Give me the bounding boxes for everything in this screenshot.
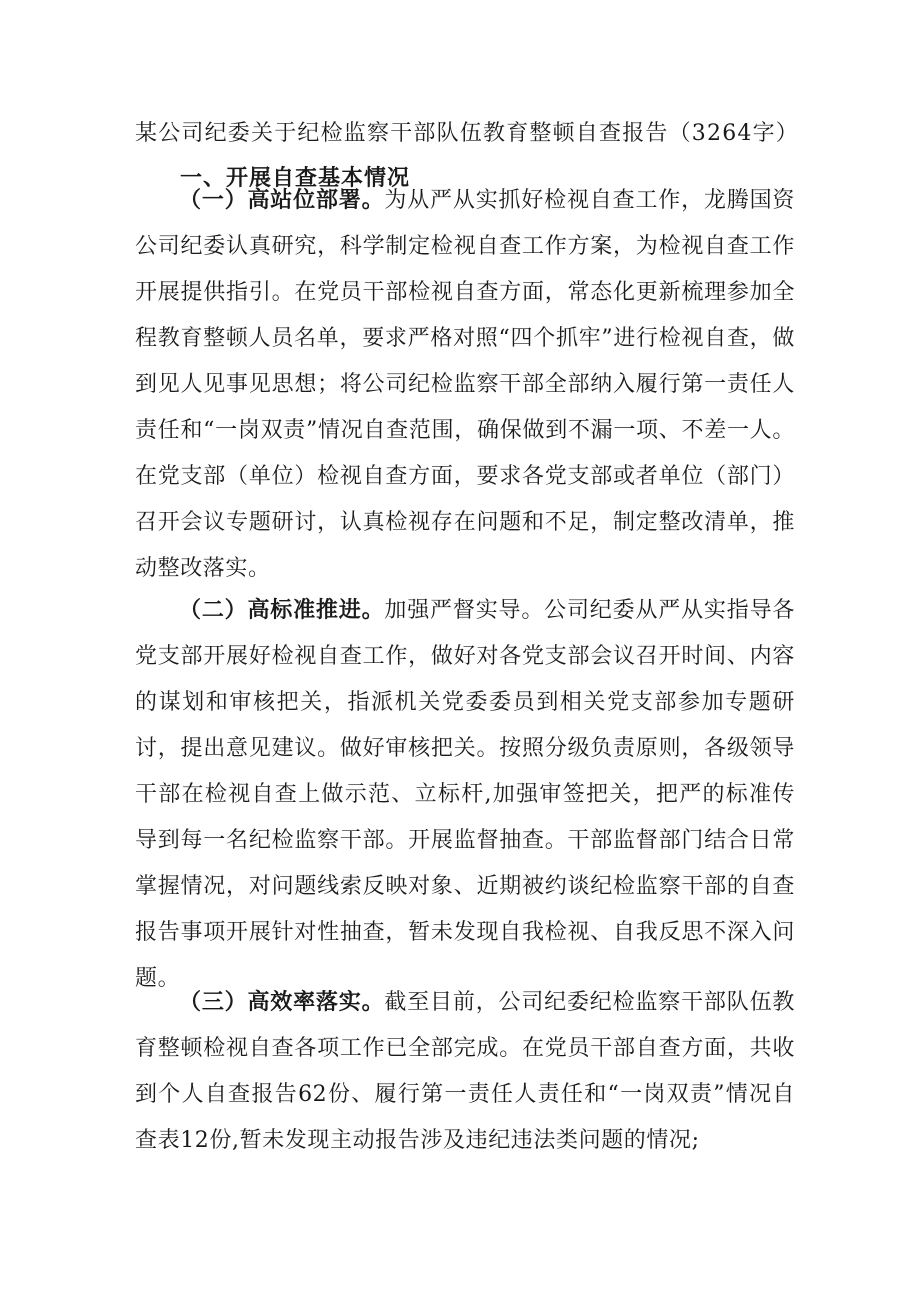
paragraph-lead: （一）高站位部署。	[179, 187, 385, 213]
paragraph-lead: （二）高标准推进。	[179, 597, 385, 623]
paragraph-deployment	[135, 177, 795, 592]
paragraph-body: 为从严从实抓好检视自查工作，龙腾国资公司纪委认真研究，科学制定检视自查工作方案，为检视自查工作开展提供指引。在党员干部检视自查方面，常态化更新梳理参加全程教育整顿人员名单，要求严格对照“四个抓牢”进行检视自查，做到见人见事见思想；将公司纪检监察干部全部纳入履行第一责任人责任和“一岗双责”情况自查范围，确保做到不漏一项、不差一人。在党支部（单位）检视自查方面，要求各党支部或者单位（部门）召开会议专题研讨，认真检视存在问题和不足，制定整改清单，推动整改落实。	[135, 188, 795, 581]
paragraph-implementation	[135, 979, 795, 1164]
paragraph-lead: （三）高效率落实。	[179, 989, 385, 1015]
paragraph-body: 加强严督实导。公司纪委从严从实指导各党支部开展好检视自查工作，做好对各党支部会议召开时间、内容的谋划和审核把关，指派机关党委委员到相关党支部参加专题研讨，提出意见建议。做好审核把关。按照分级负责原则，各级领导干部在检视自查上做示范、立标杆,加强审签把关，把严的标准传导到每一名纪检监察干部。开展监督抽查。干部监督部门结合日常掌握情况，对问题线索反映对象、近期被约谈纪检监察干部的自查报告事项开展针对性抽查，暂未发现自我检视、自我反思不深入问题。	[135, 598, 795, 991]
document-title: 某公司纪委关于纪检监察干部队伍教育整顿自查报告（3264字）	[135, 121, 799, 146]
section-heading: 一、开展自查基本情况	[180, 165, 411, 191]
paragraph-advancement	[135, 587, 795, 1002]
paragraph-body: 截至目前，公司纪委纪检监察干部队伍教育整顿检视自查各项工作已全部完成。在党员干部自查方面，共收到个人自查报告62份、履行第一责任人责任和“一岗双责”情况自查表12份,暂未发现主动报告涉及违纪违法类问题的情况;	[135, 990, 795, 1153]
